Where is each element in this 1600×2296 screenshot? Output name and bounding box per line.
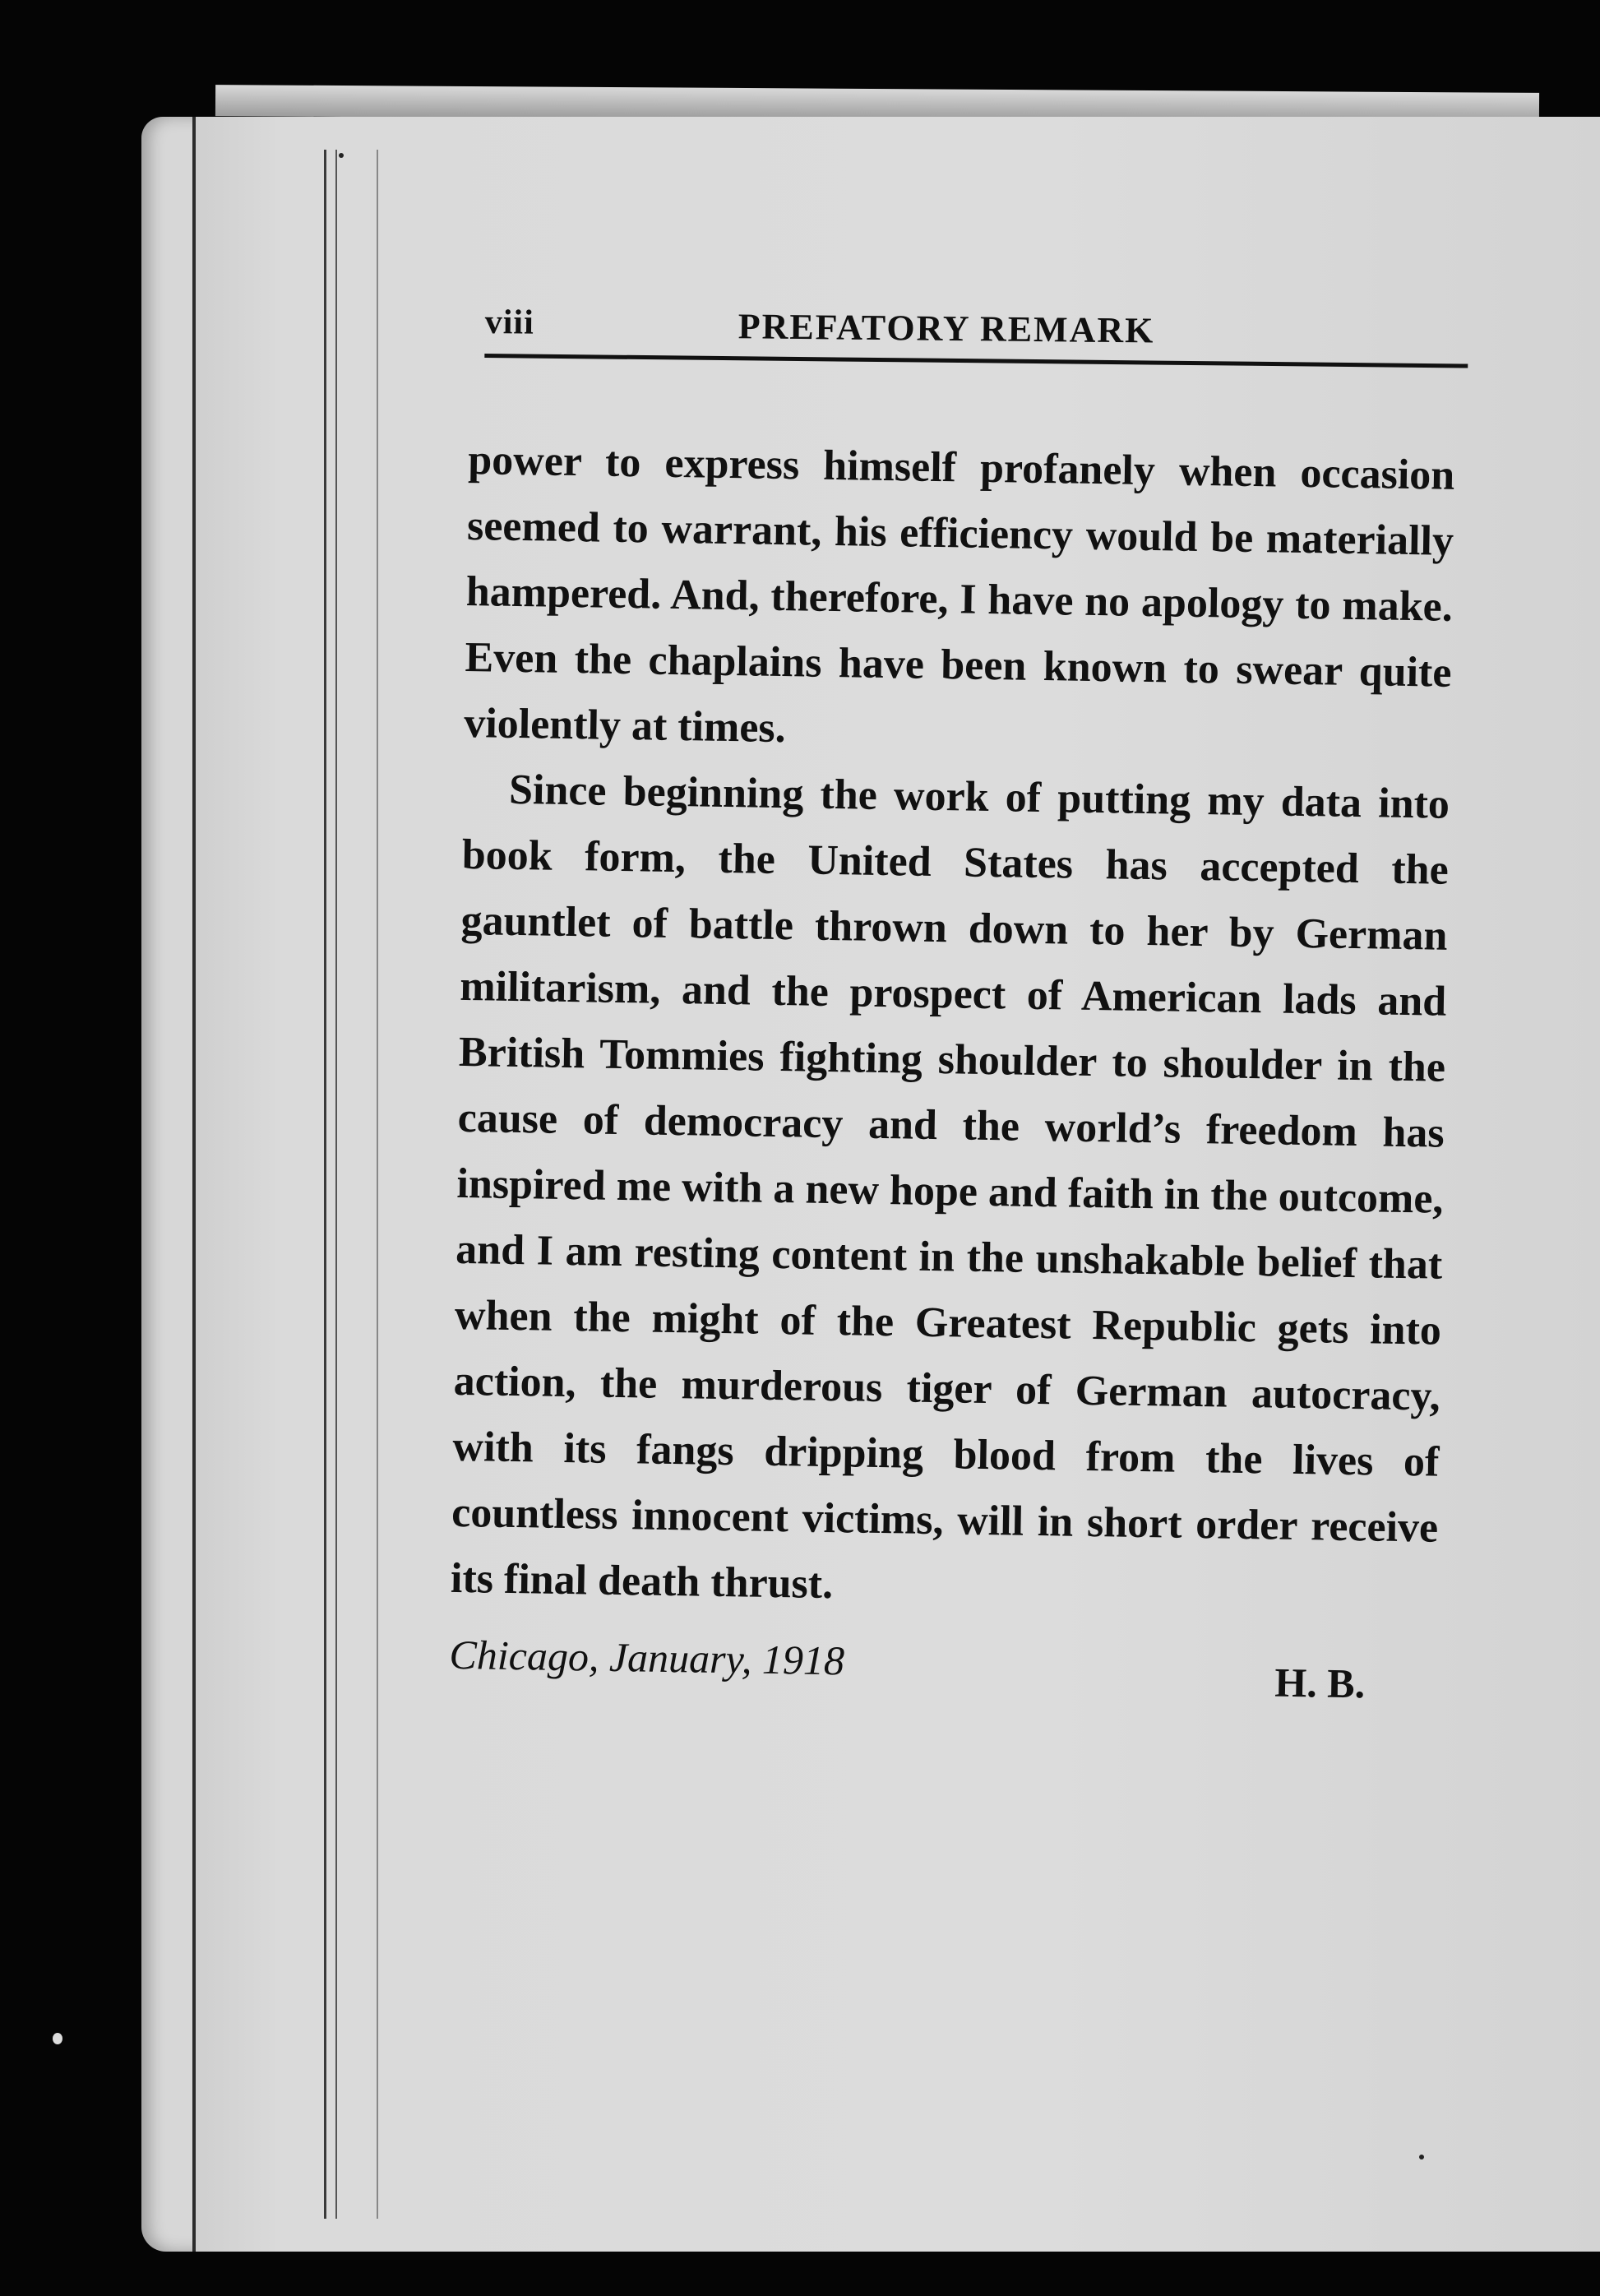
binding-line bbox=[335, 150, 337, 2219]
page-number: viii bbox=[484, 303, 535, 342]
scan-speck bbox=[53, 2033, 62, 2044]
place-date: Chicago, January, 1918 bbox=[449, 1631, 845, 1684]
running-head bbox=[484, 303, 1472, 371]
paragraph: power to express himself profanely when occasion seemed to warrant, his efficiency would be materially hampered. And, therefore, I have no apology to make. Even the chaplains have been known to swear quite violently at times. bbox=[463, 436, 1455, 752]
scan-speck bbox=[1419, 2155, 1424, 2159]
scan-speck bbox=[339, 153, 344, 158]
paragraph: Since beginning the work of putting my data into book form, the United States has accepted the gauntlet of battle thrown down to her by German militarism, and the prospect of American lads and British Tommies fighting shoulder to shoulder in the cause of democracy and the world’s freedom has inspired me with a new hope and faith in the outcome, and I am resting content in the unshakable belief that when the might of the Greatest Republic gets into action, the murderous tiger of German autocracy, with its fangs dripping blood from the lives of countless innocent victims, will in short order receive its final death thrust. bbox=[450, 766, 1450, 1609]
body-text bbox=[449, 428, 1455, 1707]
binding-line bbox=[377, 150, 378, 2219]
author-initials: H. B. bbox=[1274, 1659, 1366, 1707]
binding-line bbox=[324, 150, 326, 2219]
running-head-title: PREFATORY REMARK bbox=[738, 306, 1155, 351]
